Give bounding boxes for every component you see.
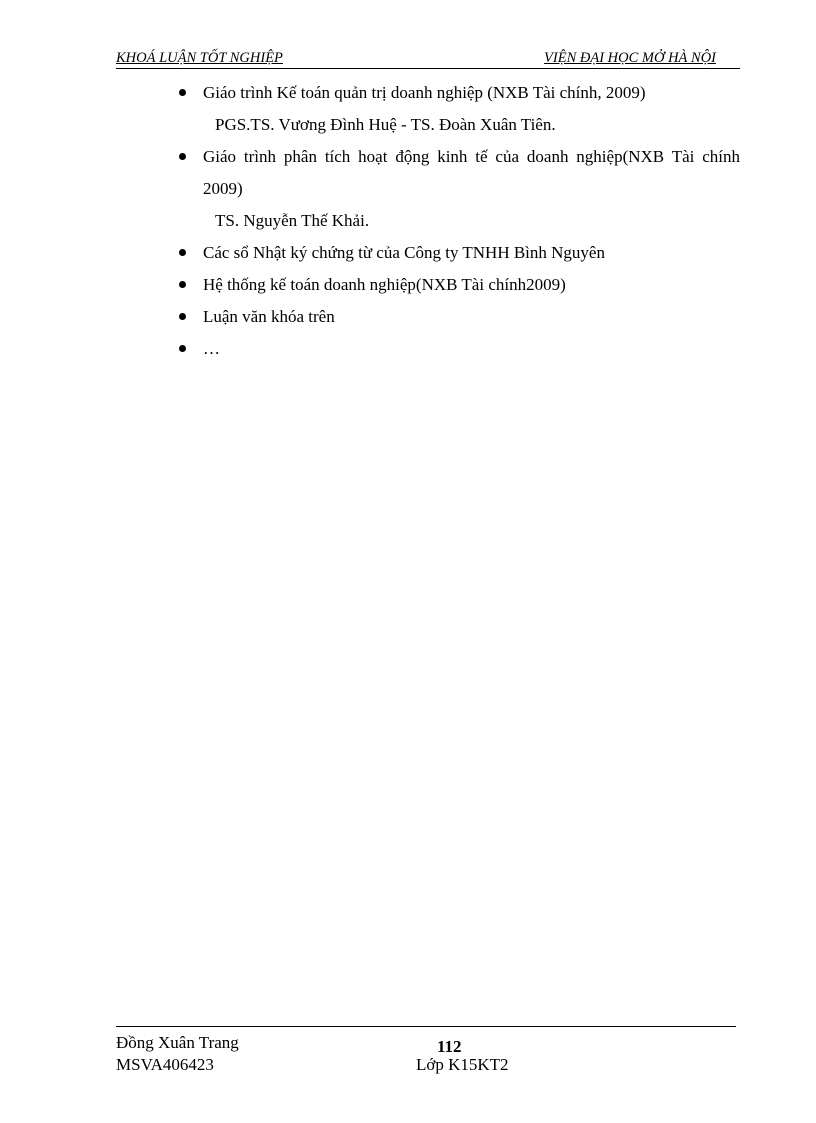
reference-item <box>177 77 740 141</box>
bullet-icon <box>179 281 186 288</box>
reference-item <box>177 269 740 301</box>
reference-item <box>177 333 740 365</box>
bullet-icon <box>179 345 186 352</box>
reference-text: Luận văn khóa trên <box>203 307 335 326</box>
reference-text: … <box>203 339 220 358</box>
reference-item <box>177 237 740 269</box>
reference-authors: PGS.TS. Vương Đình Huệ - TS. Đoàn Xuân Tiên. <box>215 115 556 134</box>
reference-text: Giáo trình phân tích hoạt động kinh tế của doanh nghiệp(NXB Tài chính 2009) <box>203 147 740 198</box>
bullet-icon <box>179 249 186 256</box>
thesis-title: KHOÁ LUẬN TỐT NGHIỆP <box>116 50 283 66</box>
reference-authors: TS. Nguyễn Thế Khải. <box>215 211 370 230</box>
page-number: 112 <box>437 1037 462 1056</box>
reference-text: Giáo trình Kế toán quản trị doanh nghiệp (NXB Tài chính, 2009) <box>203 83 646 102</box>
student-id: MSVA406423 <box>116 1055 214 1074</box>
page-header <box>116 50 740 69</box>
author-name: Đồng Xuân Trang <box>116 1033 239 1052</box>
class-name: Lớp K15KT2 <box>416 1055 509 1074</box>
reference-text: Hệ thống kế toán doanh nghiệp(NXB Tài chính2009) <box>203 275 566 294</box>
page-footer <box>116 1026 736 1074</box>
bullet-icon <box>179 153 186 160</box>
reference-item <box>177 141 740 237</box>
institution-name: VIỆN ĐẠI HỌC MỞ HÀ NỘI <box>544 50 716 66</box>
reference-text: Các sổ Nhật ký chứng từ của Công ty TNHH Bình Nguyên <box>203 243 605 262</box>
reference-list <box>177 77 740 365</box>
bullet-icon <box>179 313 186 320</box>
reference-item <box>177 301 740 333</box>
bullet-icon <box>179 89 186 96</box>
